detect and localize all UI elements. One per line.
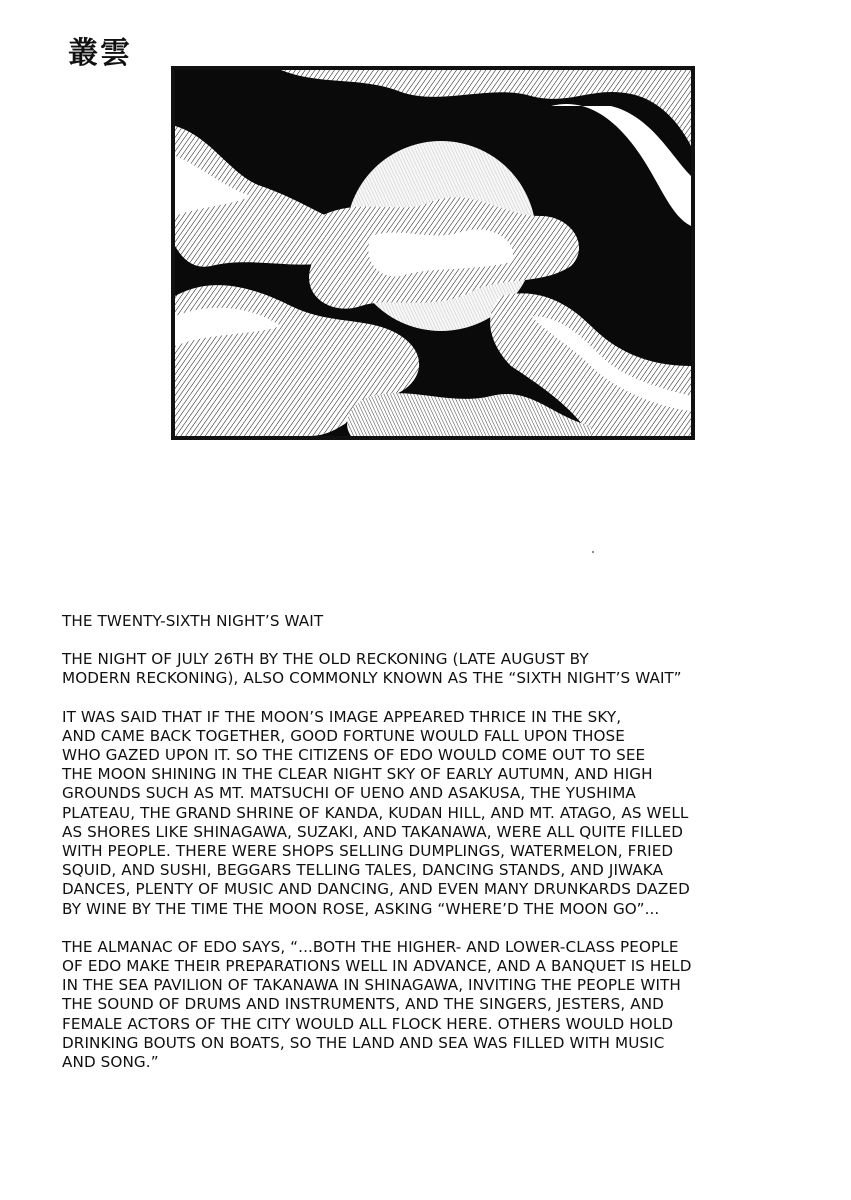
moon-clouds-illustration xyxy=(171,66,695,440)
article-heading: THE TWENTY-SIXTH NIGHT’S WAIT xyxy=(62,612,324,630)
paragraph-2: IT WAS SAID THAT IF THE MOON’S IMAGE APPEARED THRICE IN THE SKY, AND CAME BACK TOGETHER, GOOD FORTUNE WOULD FALL UPON THOSE WHO GAZED UPON IT. SO THE CITIZENS OF EDO WOULD COME OUT TO SEE THE MOON SHINING IN THE CLEAR NIGHT SKY OF EARLY AUTUMN, AND HIGH GROUNDS SUCH AS MT. MATSUCHI OF UENO AND ASAKUSA, THE YUSHIMA PLATEAU, THE GRAND SHRINE OF KANDA, KUDAN HILL, AND MT. ATAGO, AS WELL AS SHORES LIKE SHINAGAWA, SUZAKI, AND TAKANAWA, WERE ALL QUITE FILLED WITH PEOPLE. THERE WERE SHOPS SELLING DUMPLINGS, WATERMELON, FRIED SQUID, AND SUSHI, BEGGARS TELLING TALES, DANCING STANDS, AND JIWAKA DANCES, PLENTY OF MUSIC AND DANCING, AND EVEN MANY DRUNKARDS DAZED BY WINE BY THE TIME THE MOON ROSE, ASKING “WHERE’D THE MOON GO”... xyxy=(62,707,690,918)
kanji-title: 叢雲 xyxy=(68,36,132,71)
paragraph-1: THE NIGHT OF JULY 26TH BY THE OLD RECKONING (LATE AUGUST BY MODERN RECKONING), ALSO COMMONLY KNOWN AS THE “SIXTH NIGHT’S WAIT” xyxy=(62,650,682,688)
stray-dot xyxy=(592,551,594,553)
moon-clouds-icon xyxy=(171,66,695,440)
article-text xyxy=(62,612,822,1091)
paragraph-3: THE ALMANAC OF EDO SAYS, “...BOTH THE HIGHER- AND LOWER-CLASS PEOPLE OF EDO MAKE THEIR PREPARATIONS WELL IN ADVANCE, AND A BANQUET IS HELD IN THE SEA PAVILION OF TAKANAWA IN SHINAGAWA, INVITING THE PEOPLE WITH THE SOUND OF DRUMS AND INSTRUMENTS, AND THE SINGERS, JESTERS, AND FEMALE ACTORS OF THE CITY WOULD ALL FLOCK HERE. OTHERS WOULD HOLD DRINKING BOUTS ON BOATS, SO THE LAND AND SEA WAS FILLED WITH MUSIC AND SONG.” xyxy=(62,937,692,1072)
